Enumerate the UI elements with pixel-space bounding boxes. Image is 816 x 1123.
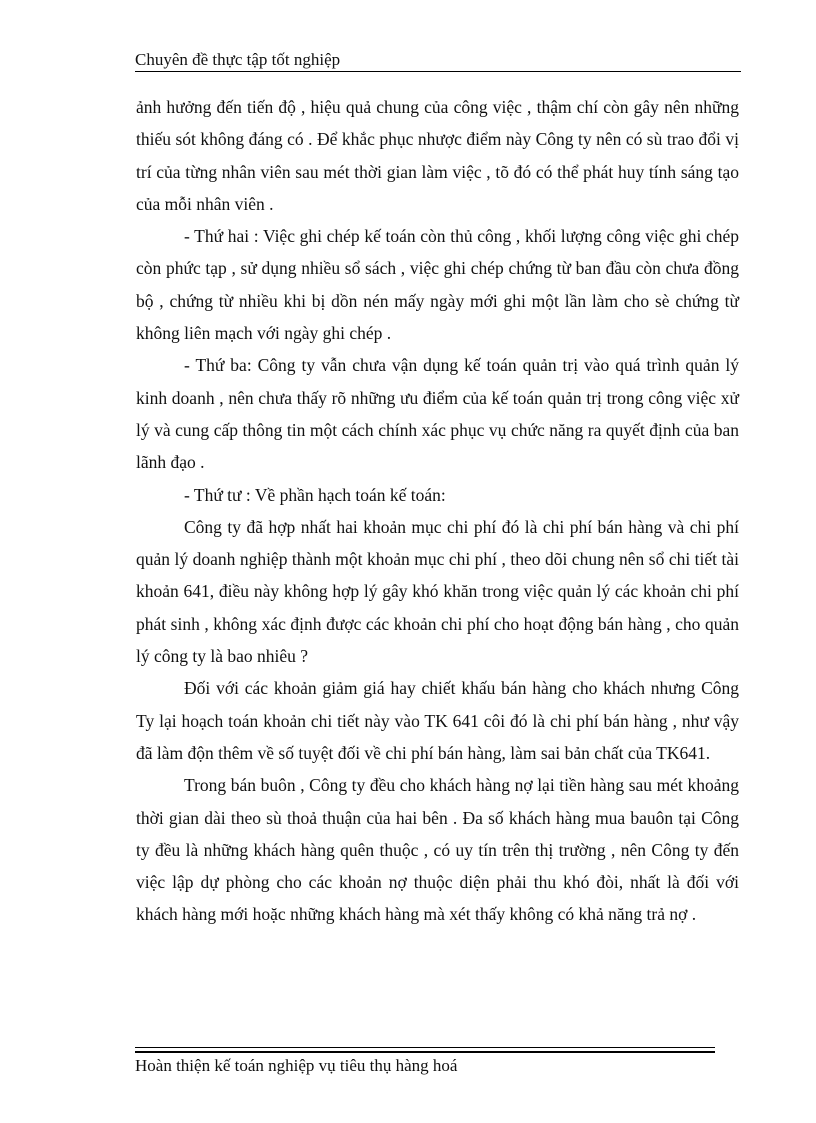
paragraph-giam-gia: Đối với các khoản giảm giá hay chiết khấu bán hàng cho khách nhưng Công Ty lại hoạch toán khoản chi tiết này vào TK 641 côi đó là chi phí bán hàng , như vậy đã làm độn thêm về số tuyệt đối về chi phí bán hàng, làm sai bản chất của TK641.	[136, 678, 739, 763]
footer-divider-thick	[135, 1051, 715, 1053]
page-footer: Hoàn thiện kế toán nghiệp vụ tiêu thụ hàng hoá	[135, 1056, 458, 1075]
footer-divider-thin	[135, 1047, 715, 1048]
paragraph-thu-ba: - Thứ ba: Công ty vẫn chưa vận dụng kế toán quản trị vào quá trình quản lý kinh doanh , nên chưa thấy rõ những ưu điểm của kế toán quản trị trong công việc xử lý và cung cấp thông tin một cách chính xác phục vụ chức năng ra quyết định của ban lãnh đạo .	[136, 355, 739, 473]
document-body	[136, 91, 739, 931]
paragraph-thu-tu: - Thứ tư : Về phần hạch toán kế toán:	[184, 484, 446, 505]
paragraph-thu-hai: - Thứ hai : Việc ghi chép kế toán còn thủ công , khối lượng công việc ghi chép còn phức tạp , sử dụng nhiều sổ sách , việc ghi chép chứng từ ban đầu còn chưa đồng bộ , chứng từ nhiều khi bị dồn nén mấy ngày mới ghi một lần làm cho sè chứng từ không liên mạch với ngày ghi chép .	[136, 226, 739, 344]
paragraph-continuation: ảnh hưởng đến tiến độ , hiệu quả chung của công việc , thậm chí còn gây nên những thiếu sót không đáng có . Để khắc phục nhược điểm này Công ty nên có sù trao đổi vị trí của từng nhân viên sau mét thời gian làm việc , tõ đó có thể phát huy tính sáng tạo của mỗi nhân viên .	[136, 97, 739, 214]
page-header: Chuyên đề thực tập tốt nghiệp	[135, 50, 341, 69]
paragraph-chi-phi: Công ty đã hợp nhất hai khoản mục chi phí đó là chi phí bán hàng và chi phí quản lý doanh nghiệp thành một khoản mục chi phí , theo dõi chung nên sổ chi tiết tài khoản 641, điều này không hợp lý gây khó khăn trong việc quản lý các khoản chi phí phát sinh , không xác định được các khoản chi phí cho hoạt động bán hàng , cho quản lý công ty là bao nhiêu ?	[136, 516, 739, 667]
header-divider	[135, 71, 741, 72]
paragraph-ban-buon: Trong bán buôn , Công ty đều cho khách hàng nợ lại tiền hàng sau mét khoảng thời gian dài theo sù thoả thuận của hai bên . Đa số khách hàng mua bauôn tại Công ty đều là những khách hàng quên thuộc , có uy tín trên thị trường , nên Công ty đến việc lập dự phòng cho các khoản nợ thuộc diện phải thu khó đòi, nhất là đối với khách hàng mới hoặc những khách hàng mà xét thấy không có khả năng trả nợ .	[136, 775, 739, 925]
